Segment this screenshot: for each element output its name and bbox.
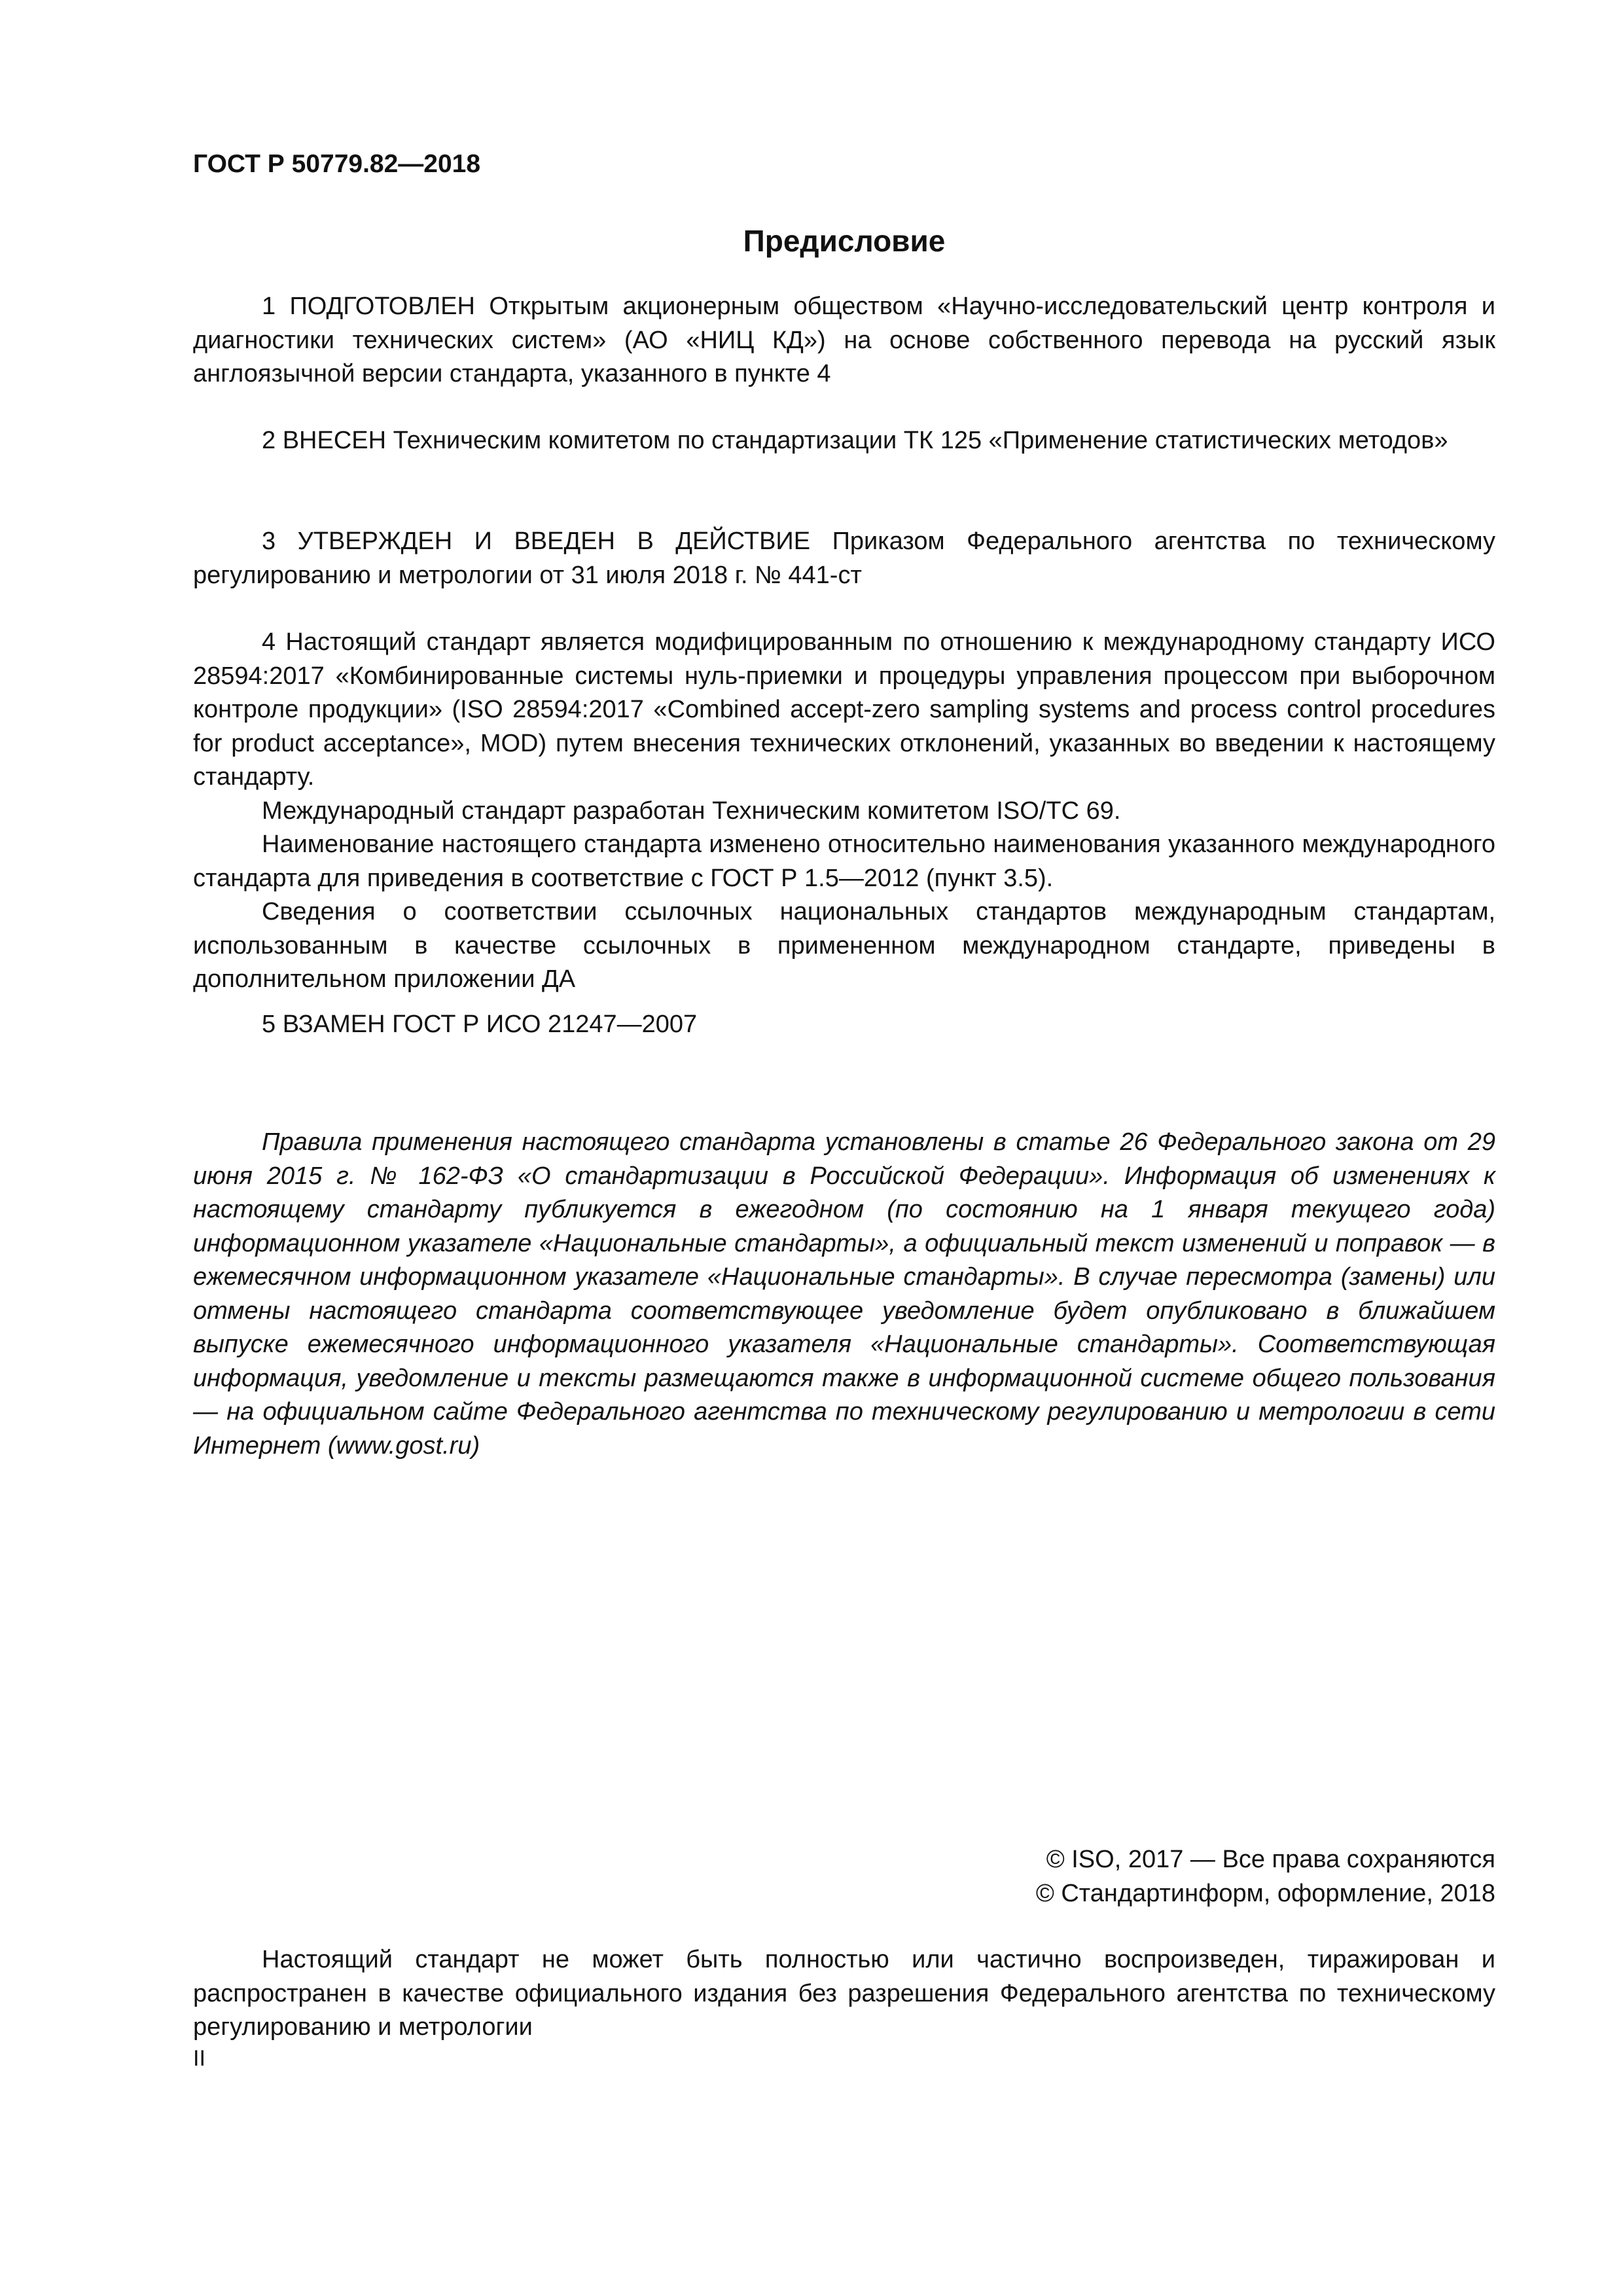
section-2-paragraph: 2 ВНЕСЕН Техническим комитетом по стандартизации ТК 125 «Применение статистических методов» (262, 427, 1448, 454)
section-3-paragraph: 3 УТВЕРЖДЕН И ВВЕДЕН В ДЕЙСТВИЕ Приказом Федерального агентства по техническому регулированию и метрологии от 31 июля 2018 г. № 441-ст (193, 528, 1495, 589)
section-4-paragraph-1: 4 Настоящий стандарт является модифицированным по отношению к международному стандарту ИСО 28594:2017 «Комбинированные системы нуль-приемки и процедуры управления процессом при выборочном контроле продукции» (ISO 28594:2017 «Combined accept-zero sampling systems and process control procedures for product acceptance», MOD) путем внесения технических отклонений, указанных во введении к настоящему стандарту. (193, 628, 1495, 791)
section-4-paragraph-3: Наименование настоящего стандарта изменено относительно наименования указанного международного стандарта для приведения в соответствие с ГОСТ Р 1.5—2012 (пункт 3.5). (193, 831, 1495, 892)
copyright-block (1036, 1843, 1495, 1910)
document-code: ГОСТ Р 50779.82—2018 (193, 150, 481, 178)
section-5-paragraph: 5 ВЗАМЕН ГОСТ Р ИСО 21247—2007 (262, 1011, 698, 1038)
copyright-publisher: © Стандартинформ, оформление, 2018 (1035, 1879, 1495, 1907)
section-4 (193, 626, 1495, 997)
reproduction-notice: Настоящий стандарт не может быть полностью или частично воспроизведен, тиражирован и распространен в качестве официального издания без разрешения Федерального агентства по техническому регулированию и метрологии (193, 1946, 1495, 2041)
section-4-paragraph-2: Международный стандарт разработан Техническим комитетом ISO/TC 69. (262, 797, 1121, 825)
section-1 (193, 290, 1495, 391)
section-1-paragraph: 1 ПОДГОТОВЛЕН Открытым акционерным обществом «Научно-исследовательский центр контроля и диагностики технических систем» (АО «НИЦ КД») на основе собственного перевода на русский язык англоязычной версии стандарта, указанного в пункте 4 (193, 293, 1495, 387)
legal-notice: Правила применения настоящего стандарта установлены в статье 26 Федерального закона от 29 июня 2015 г. № 162-ФЗ «О стандартизации в Российской Федерации». Информация об изменениях к настоящему стандарту публикуется в ежегодном (по состоянию на 1 января текущего года) информационном указателе «Национальные стандарты», а официальный текст изменений и поправок — в ежемесячном информационном указателе «Национальные стандарты». В случае пересмотра (замены) или отмены настоящего стандарта соответствующее уведомление будет опубликовано в ближайшем выпуске ежемесячного информационного указателя «Национальные стандарты». Соответствующая информация, уведомление и тексты размещаются также в информационной системе общего пользования — на официальном сайте Федерального агентства по техническому регулированию и метрологии в сети Интернет (www.gost.ru) (193, 1128, 1495, 1460)
section-3 (193, 525, 1495, 592)
section-5 (193, 1008, 1495, 1042)
page-number: II (193, 2046, 205, 2071)
page-title: Предисловие (743, 224, 946, 258)
copyright-iso: © ISO, 2017 — Все права сохраняются (1046, 1846, 1495, 1873)
section-2 (193, 424, 1495, 458)
section-4-paragraph-4: Сведения о соответствии ссылочных национальных стандартов международным стандартам, использованным в качестве ссылочных в примененном международном стандарте, приведены в дополнительном приложении ДА (193, 898, 1495, 993)
